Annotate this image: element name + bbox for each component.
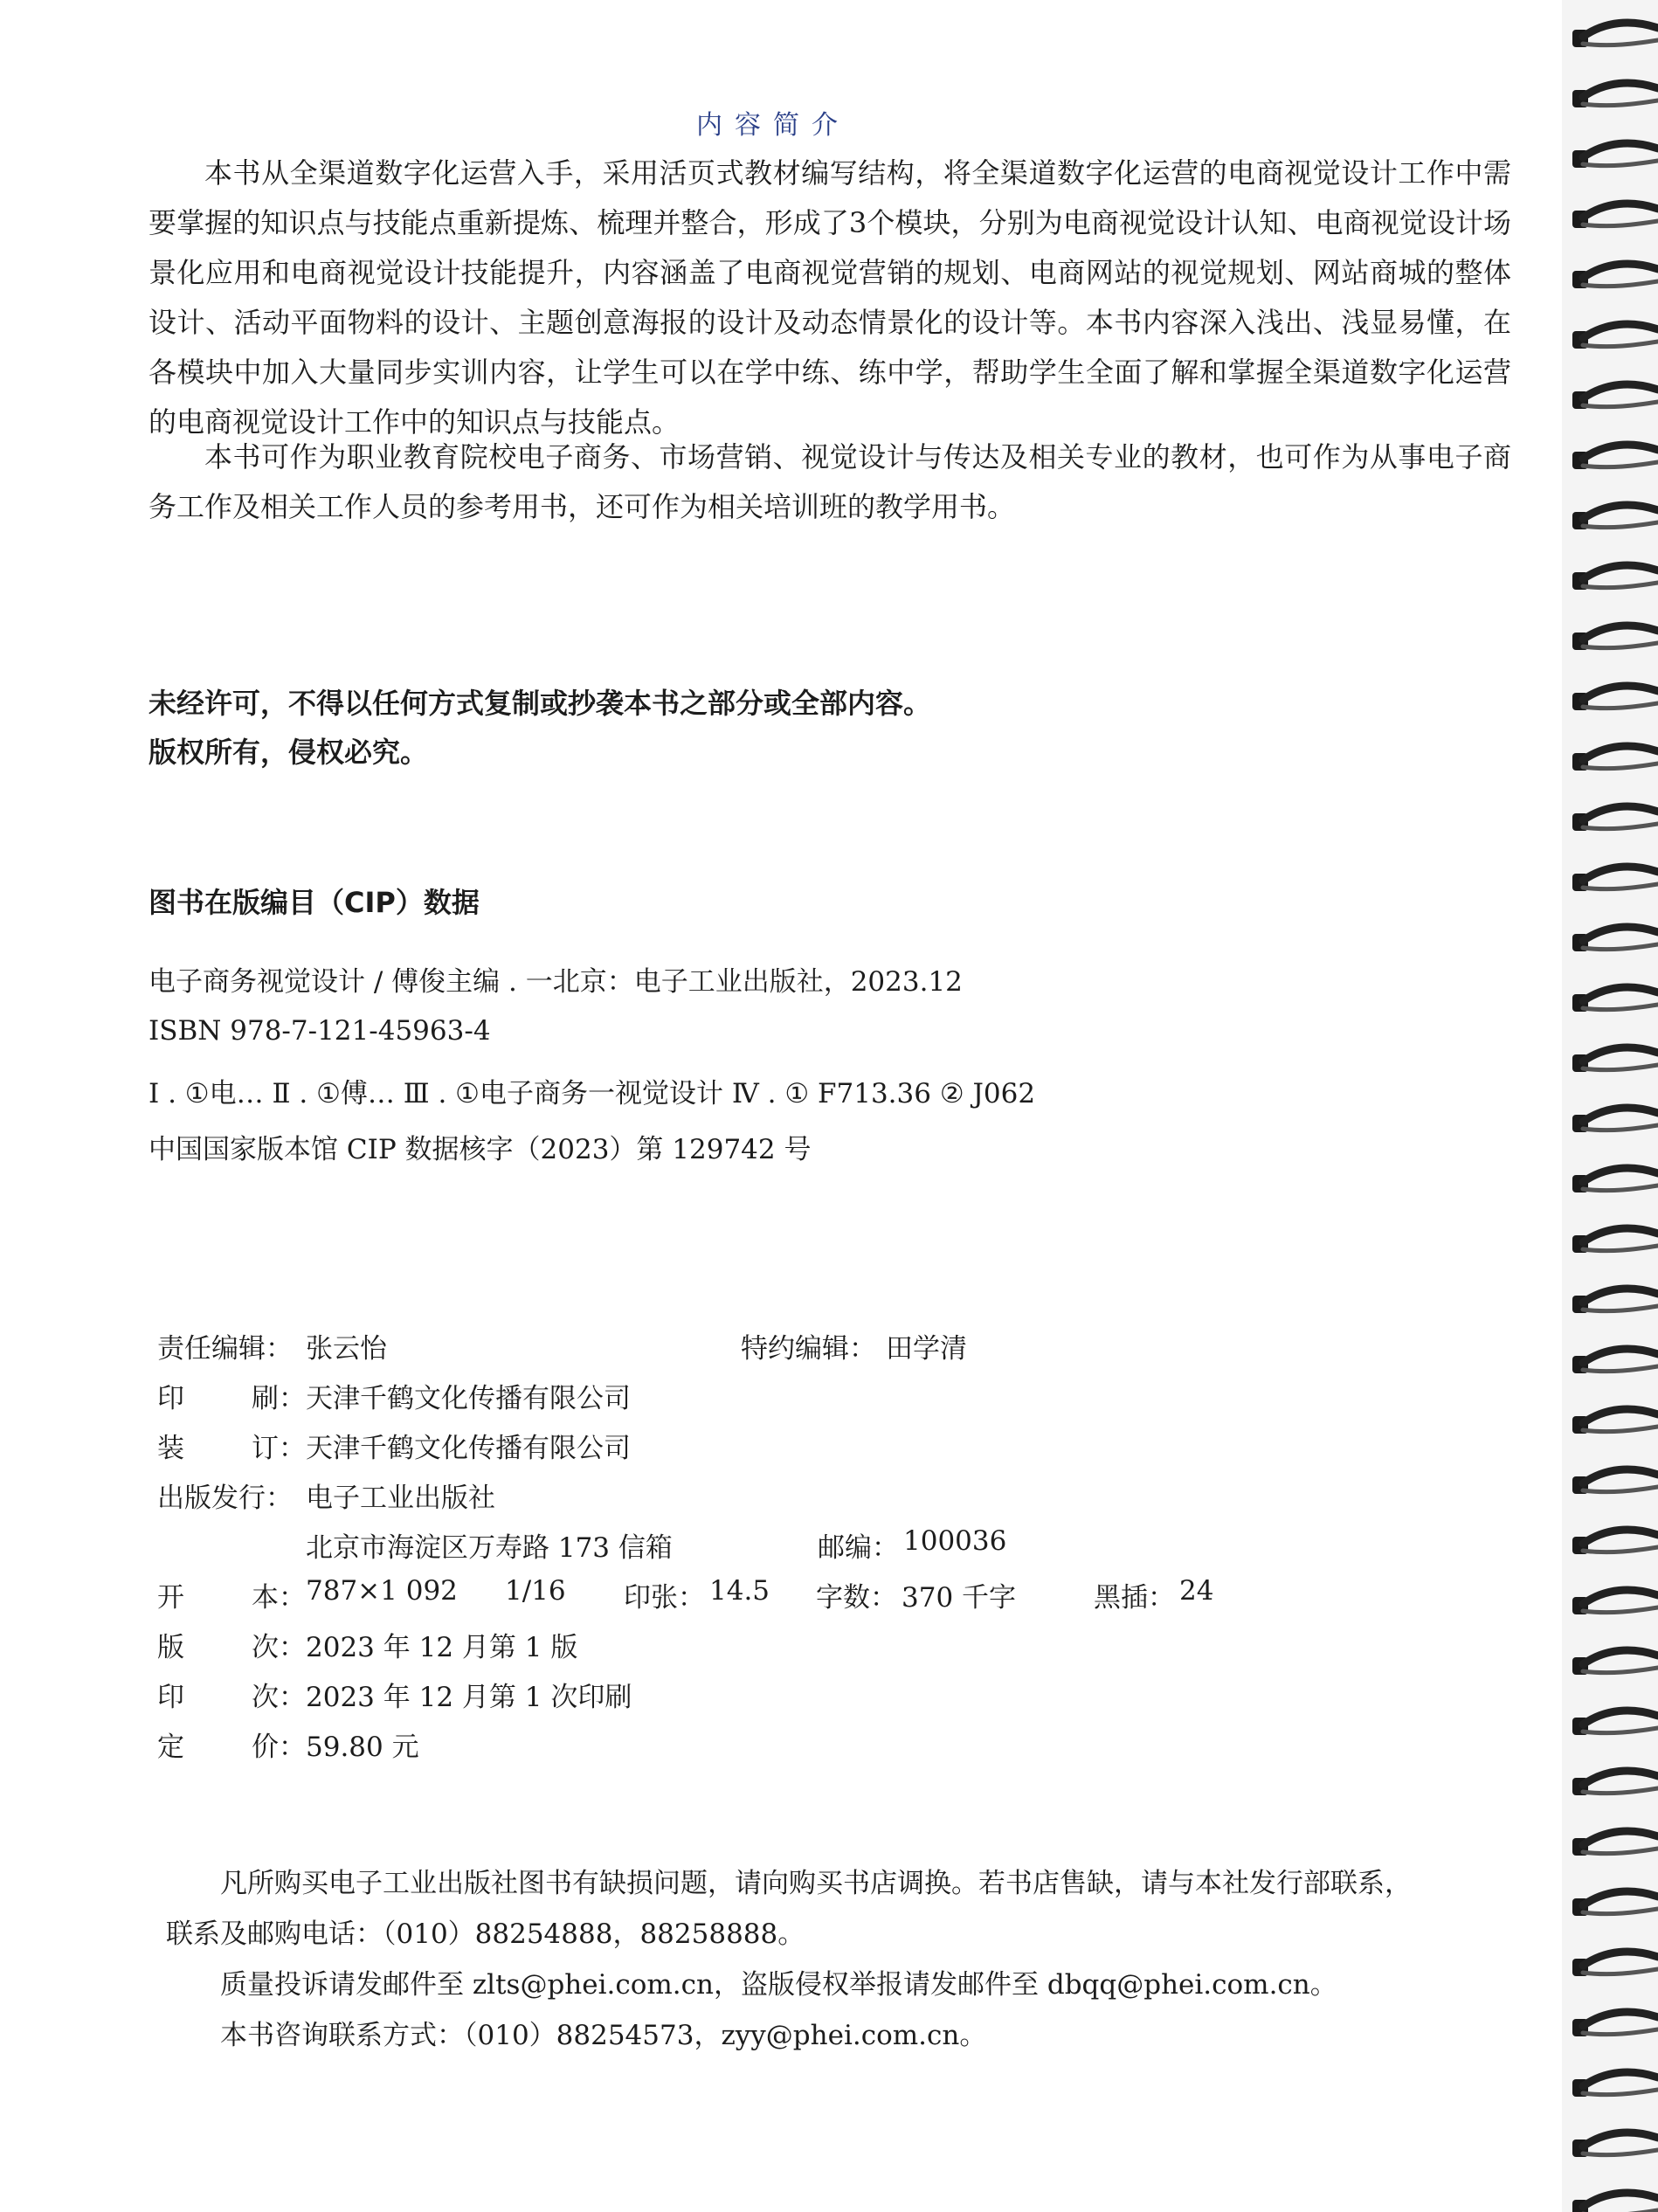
intro-paragraph-2: 本书可作为职业教育院校电子商务、市场营销、视觉设计与传达及相关专业的教材，也可作为从事电子商务工作及相关工作人员的参考用书，还可作为相关培训班的教学用书。 [149,440,1511,523]
editor-label: 责任编辑： [157,1333,293,1365]
intro-title: 内容简介 [696,110,850,141]
publisher-label: 出版发行： [157,1483,293,1514]
price-label-a: 定 [157,1732,184,1763]
format-label-b: 本： [252,1582,306,1614]
cip-record-number: 中国国家版本馆 CIP 数据核字（2023）第 129742 号 [149,1134,812,1165]
spiral-binding-icon [1562,0,1658,2212]
footer-phone: 联系及邮购电话：（010）88254888，88258888。 [166,1918,805,1950]
cip-classification: Ⅰ . ①电… Ⅱ . ①傅… Ⅲ . ①电子商务一视觉设计 Ⅳ . ① F713.36 ② J062 [149,1078,1036,1109]
footer-replacement-note: 凡所购买电子工业出版社图书有缺损问题，请向购买书店调换。若书店售缺，请与本社发行部联系， [220,1868,1412,1899]
editor-name: 张云怡 [306,1333,387,1365]
format-value: 787×1 092 [306,1575,458,1607]
format-label [157,1575,306,1614]
edition-value: 2023 年 12 月第 1 版 [306,1632,578,1663]
words-label: 字数： [816,1582,897,1614]
printer-label-b: 刷： [252,1383,306,1414]
impression-label [157,1675,306,1714]
cip-heading: 图书在版编目（CIP）数据 [149,886,480,919]
edition-label-b: 次： [252,1632,306,1663]
plates-label: 黑插： [1094,1582,1175,1614]
postcode-label: 邮编： [818,1532,899,1564]
rights-reserved: 版权所有，侵权必究。 [149,736,429,769]
cip-title-line: 电子商务视觉设计 / 傅俊主编 . 一北京：电子工业出版社，2023.12 [149,966,963,998]
special-editor-label: 特约编辑： [741,1333,876,1365]
price-label-b: 价： [252,1732,306,1763]
footer-inquiry: 本书咨询联系方式：（010）88254573，zyy@phei.com.cn。 [220,2020,987,2051]
edition-label-a: 版 [157,1632,184,1663]
plates-value: 24 [1179,1575,1214,1607]
binder-label-b: 订： [252,1433,306,1464]
publisher-name: 电子工业出版社 [306,1483,495,1514]
binder-label [157,1426,306,1465]
printer-label [157,1376,306,1415]
publisher-address: 北京市海淀区万寿路 173 信箱 [306,1532,673,1564]
price-value: 59.80 元 [306,1732,419,1763]
special-editor-name: 田学清 [886,1333,967,1365]
cip-isbn: ISBN 978-7-121-45963-4 [149,1015,491,1047]
binder-name: 天津千鹤文化传播有限公司 [306,1433,631,1464]
price-label [157,1725,306,1764]
edition-label [157,1625,306,1664]
binder-label-a: 装 [157,1433,184,1464]
format-fraction: 1/16 [505,1575,566,1607]
impression-label-b: 次： [252,1682,306,1713]
sheets-value: 14.5 [709,1575,770,1607]
intro-paragraph-1: 本书从全渠道数字化运营入手，采用活页式教材编写结构，将全渠道数字化运营的电商视觉设计工作中需要掌握的知识点与技能点重新提炼、梳理并整合，形成了3个模块，分别为电商视觉设计认知、电商视觉设计场景化应用和电商视觉设计技能提升，内容涵盖了电商视觉营销的规划、电商网站的视觉规划、网站商城的整体设计、活动平面物料的设计、主题创意海报的设计及动态情景化的设计等。本书内容深入浅出、浅显易懂，在各模块中加入大量同步实训内容，让学生可以在学中练、练中学，帮助学生全面了解和掌握全渠道数字化运营的电商视觉设计工作中的知识点与技能点。 [149,156,1511,439]
format-label-a: 开 [157,1582,184,1614]
printer-label-a: 印 [157,1383,184,1414]
printer-name: 天津千鹤文化传播有限公司 [306,1383,631,1414]
copyright-notice: 未经许可，不得以任何方式复制或抄袭本书之部分或全部内容。 [149,687,932,720]
words-value: 370 千字 [902,1582,1017,1614]
postcode-value: 100036 [903,1525,1007,1557]
impression-label-a: 印 [157,1682,184,1713]
sheets-label: 印张： [624,1582,705,1614]
footer-complaint-email: 质量投诉请发邮件至 zlts@phei.com.cn，盗版侵权举报请发邮件至 dbqq@phei.com.cn。 [220,1969,1337,2001]
impression-value: 2023 年 12 月第 1 次印刷 [306,1682,632,1713]
